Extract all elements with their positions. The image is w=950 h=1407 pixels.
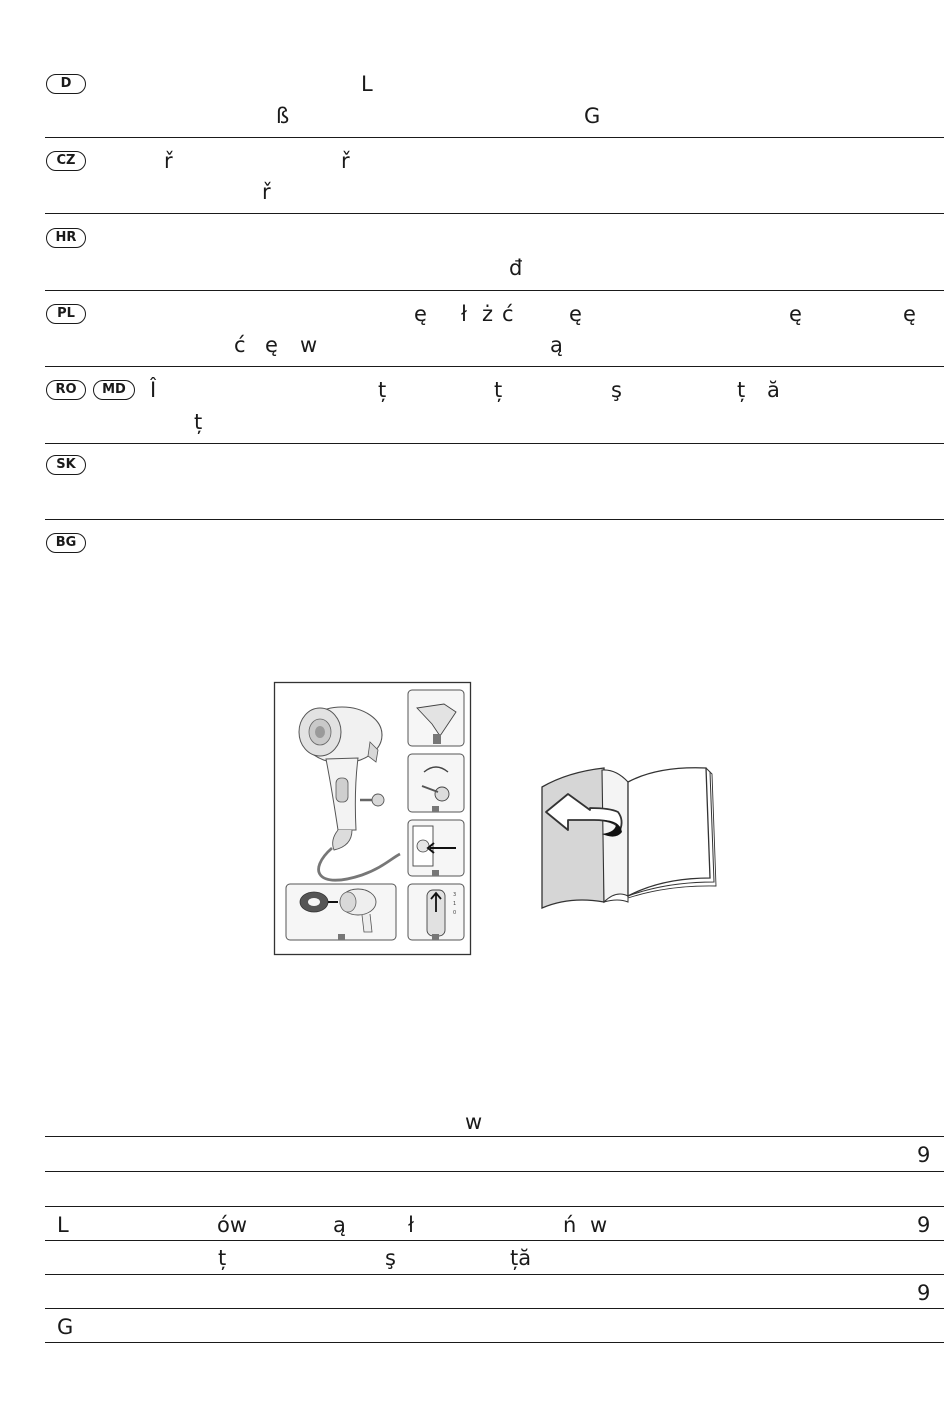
language-badge-md: MD <box>93 380 135 400</box>
text-fragment: ş <box>611 378 622 402</box>
language-badge-ro: RO <box>46 380 86 400</box>
language-badge-hr: HR <box>46 228 86 248</box>
text-fragment: ß <box>276 104 290 128</box>
booklet-fold-out-icon <box>536 760 718 912</box>
text-fragment: ł <box>461 302 467 326</box>
text-fragment: ę <box>569 302 582 326</box>
text-fragment: w <box>300 333 318 357</box>
toc-entry-fragment: G <box>57 1315 74 1339</box>
divider <box>45 1308 944 1309</box>
toc-header: w <box>465 1110 483 1134</box>
switch-step-label: 0 <box>453 910 457 916</box>
toc-entry-fragment: w <box>590 1213 608 1237</box>
text-fragment: ț <box>194 410 203 434</box>
text-fragment: ř <box>341 149 350 173</box>
text-fragment: ć <box>502 302 514 326</box>
text-fragment: ř <box>262 180 271 204</box>
toc-entry-fragment: ą <box>333 1213 346 1237</box>
text-fragment: ę <box>414 302 427 326</box>
language-badge-bg: BG <box>46 533 86 553</box>
divider <box>45 1274 944 1275</box>
text-fragment: ć <box>234 333 246 357</box>
language-badge-d: D <box>46 74 86 94</box>
divider <box>45 137 944 138</box>
divider <box>45 1206 944 1207</box>
toc-page-number: 9 <box>917 1281 931 1305</box>
toc-page-number: 9 <box>917 1143 931 1167</box>
text-fragment: ą <box>550 333 563 357</box>
divider <box>45 1171 944 1172</box>
divider <box>45 1342 944 1343</box>
switch-step-label: 3 <box>453 892 457 898</box>
text-fragment: đ <box>509 256 523 280</box>
text-fragment: ż <box>482 302 494 326</box>
toc-entry-fragment: ł <box>408 1213 414 1237</box>
toc-entry-fragment: ş <box>385 1246 396 1270</box>
language-badge-sk: SK <box>46 455 86 475</box>
text-fragment: ę <box>789 302 802 326</box>
text-fragment: L <box>361 72 373 96</box>
divider <box>45 366 944 367</box>
divider <box>45 1136 944 1137</box>
language-badge-pl: PL <box>46 304 86 324</box>
switch-step-label: 1 <box>453 901 457 907</box>
toc-entry-fragment: ów <box>217 1213 248 1237</box>
text-fragment: ț <box>378 378 387 402</box>
text-fragment: ă <box>767 378 780 402</box>
divider <box>45 213 944 214</box>
language-badge-cz: CZ <box>46 151 86 171</box>
toc-page-number: 9 <box>917 1213 931 1237</box>
text-fragment: ę <box>903 302 916 326</box>
toc-entry-fragment: ță <box>510 1246 532 1270</box>
text-fragment: ř <box>164 149 173 173</box>
hair-dryer-illustration <box>272 680 474 958</box>
toc-entry-fragment: ń <box>563 1213 577 1237</box>
text-fragment: G <box>584 104 601 128</box>
toc-entry-fragment: L <box>57 1213 69 1237</box>
text-fragment: ț <box>494 378 503 402</box>
divider <box>45 1240 944 1241</box>
text-fragment: ę <box>265 333 278 357</box>
divider <box>45 519 944 520</box>
toc-entry-fragment: ț <box>218 1246 227 1270</box>
text-fragment: Î <box>150 378 157 402</box>
text-fragment: ț <box>737 378 746 402</box>
divider <box>45 443 944 444</box>
divider <box>45 290 944 291</box>
